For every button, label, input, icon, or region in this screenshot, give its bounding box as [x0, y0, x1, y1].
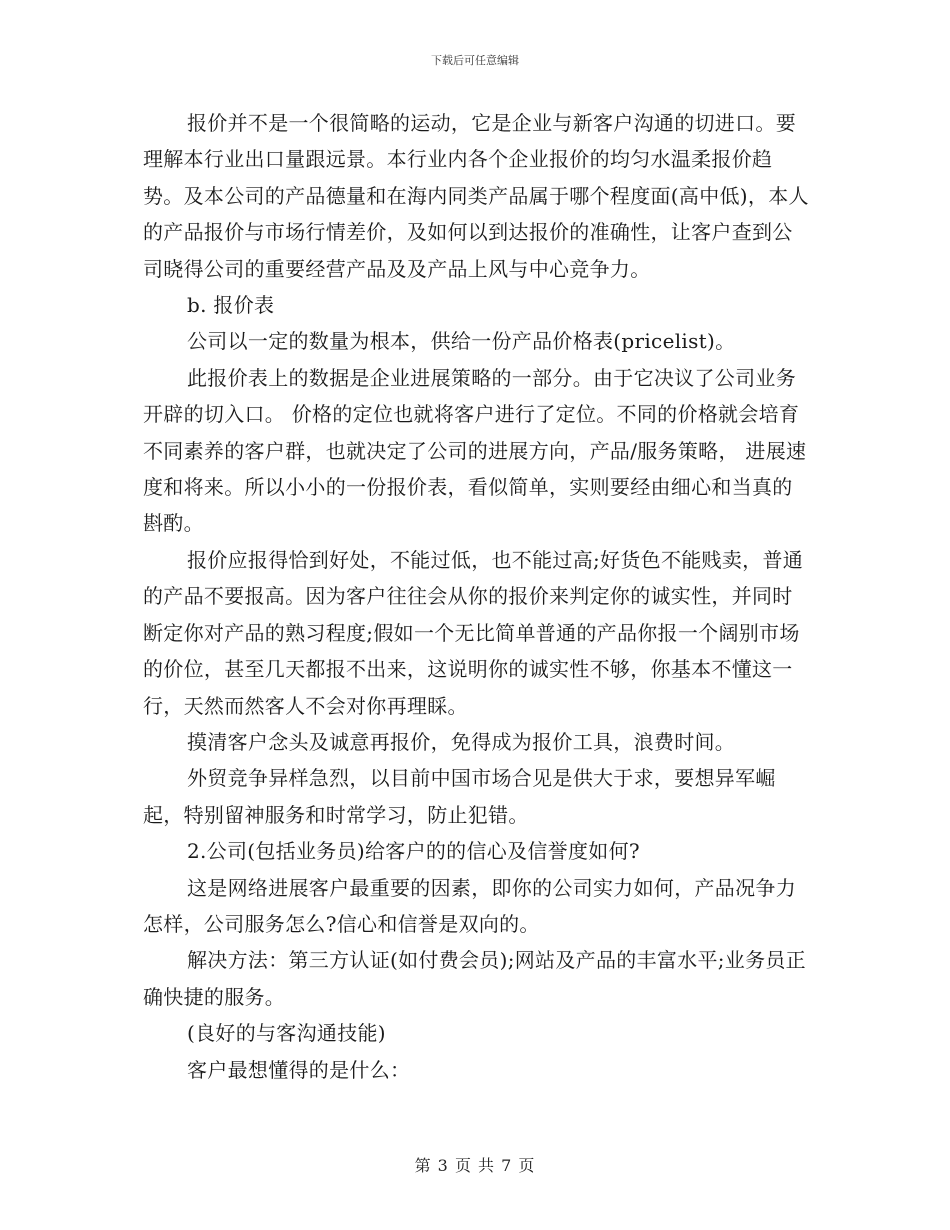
paragraph-solution: 解决方法：第三方认证(如付费会员);网站及产品的丰富水平;业务员正确快捷的服务。: [143, 948, 806, 1009]
paragraph-customer-wants: 客户最想懂得的是什么：: [187, 1057, 411, 1082]
paragraph-price-list-basis: 公司以一定的数量为根本，供给一份产品价格表(pricelist)。: [187, 329, 736, 354]
page-footer: 第 3 页 共 7 页: [414, 1156, 536, 1175]
paragraph-price-list-heading: b. 报价表: [187, 293, 275, 318]
paragraph-section-2-heading: 2.公司(包括业务员)给客户的的信心及信誉度如何?: [187, 839, 640, 864]
page-header: 下载后可任意编辑: [431, 54, 519, 67]
document-body: [143, 105, 811, 1088]
paragraph-quote-intro: 报价并不是一个很简略的运动，它是企业与新客户沟通的切进口。要理解本行业出口量跟远景。本行业内各个企业报价的均匀水温柔报价趋势。及本公司的产品德量和在海内同类产品属于哪个程度面(高中低)，本人的产品报价与市场行情差价，及如何以到达报价的准确性，让客户查到公司晓得公司的重要经营产品及及产品上风与中心竞争力。: [143, 111, 809, 281]
paragraph-price-list-strategy: 此报价表上的数据是企业进展策略的一部分。由于它决议了公司业务开辟的切入口。 价格的定位也就将客户进行了定位。不同的价格就会培育不同素养的客户群，也就决定了公司的进展方向，产品/服务策略， 进展速度和将来。所以小小的一份报价表，看似简单，实则要经由细心和当真的斟酌。: [143, 365, 807, 536]
paragraph-quote-proper: 报价应报得恰到好处，不能过低，也不能过高;好货色不能贱卖，普通的产品不要报高。因为客户往往会从你的报价来判定你的诚实性，并同时断定你对产品的熟习程度;假如一个无比简单普通的产品你报一个阔别市场的价位，甚至几天都报不出来，这说明你的诚实性不够，你基本不懂这一行，天然而然客人不会对你再理睬。: [143, 547, 804, 718]
paragraph-customer-intent: 摸清客户念头及诚意再报价，免得成为报价工具，浪费时间。: [187, 729, 736, 754]
paragraph-competition: 外贸竞争异样急烈，以目前中国市场合见是供大于求，要想异军崛起，特别留神服务和时常学习，防止犯错。: [143, 766, 776, 827]
paragraph-key-factor: 这是网络进展客户最重要的因素，即你的公司实力如何，产品况争力怎样，公司服务怎么?信心和信誉是双向的。: [143, 875, 796, 936]
paragraph-communication-skills: (良好的与客沟通技能): [187, 1021, 386, 1046]
